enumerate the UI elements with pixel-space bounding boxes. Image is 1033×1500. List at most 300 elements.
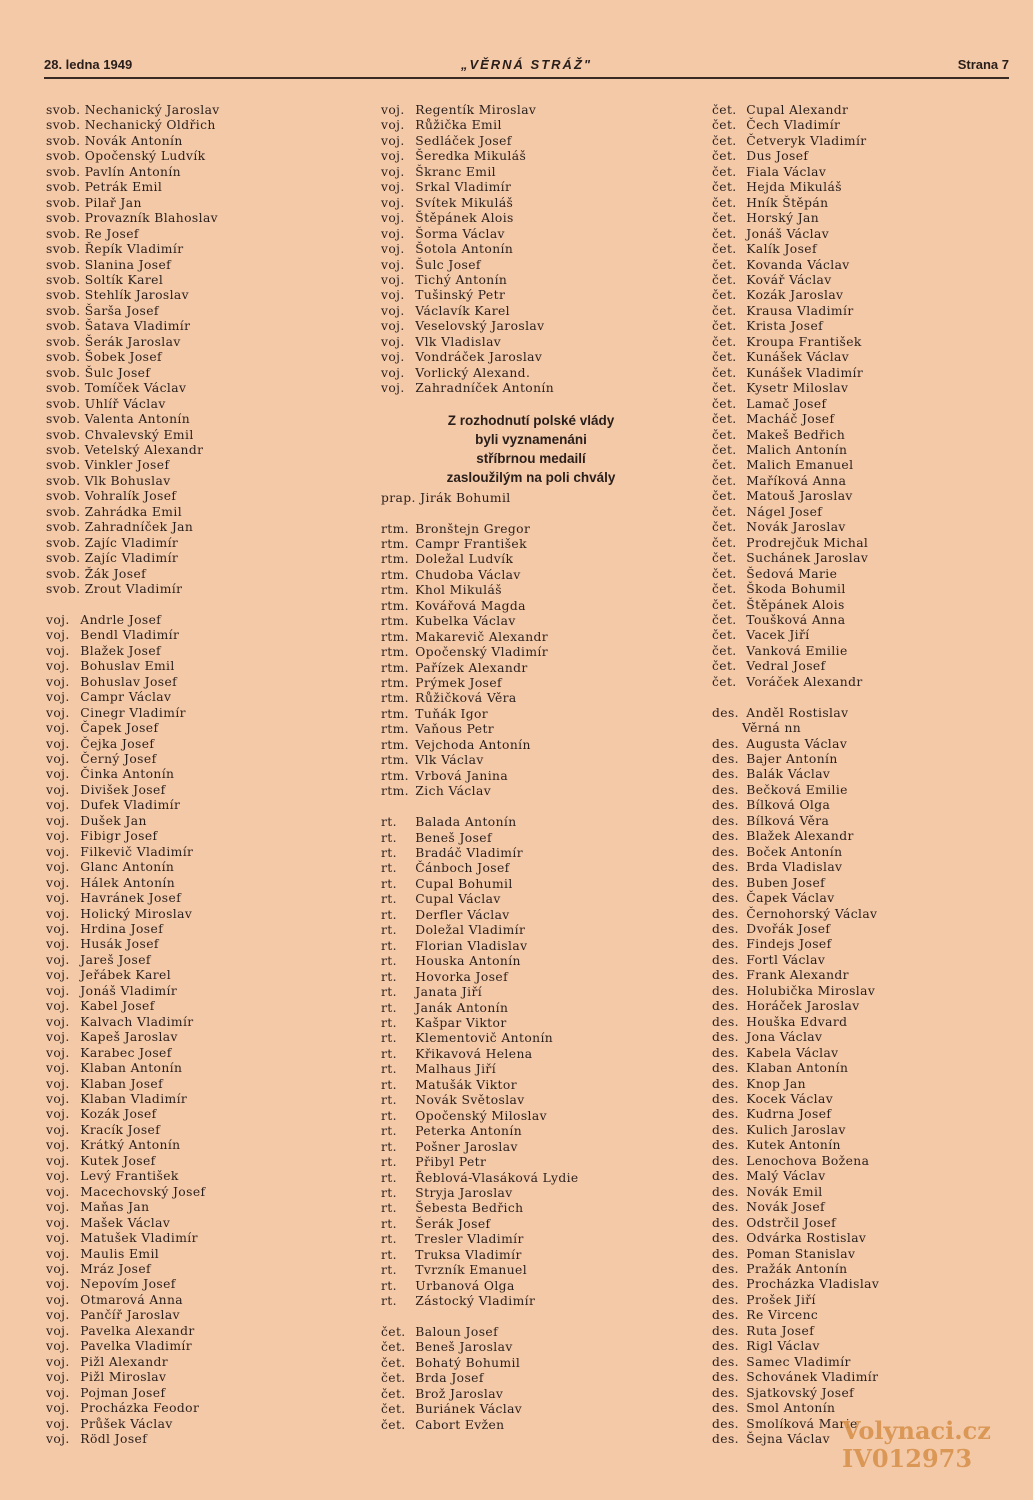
rank: svob. [46, 288, 81, 303]
rank: des. [712, 1153, 739, 1168]
rank: voj. [46, 1045, 70, 1060]
person-name: Pižl Alexandr [76, 1354, 169, 1369]
rank: des. [712, 1292, 739, 1307]
person-name: Kracík Josef [76, 1122, 161, 1137]
rank: voj. [46, 1138, 70, 1153]
person-name: Campr František [411, 536, 527, 551]
list-item [381, 242, 696, 257]
rank: rt. [381, 1170, 397, 1185]
person-name: Matušák Viktor [411, 1077, 517, 1092]
rank: voj. [46, 1184, 70, 1199]
person-name: Tresler Vladimír [411, 1232, 524, 1247]
rank: rt. [381, 907, 397, 922]
list-item [712, 1277, 1012, 1292]
list-item [46, 520, 366, 535]
person-name: Slanina Josef [80, 257, 172, 272]
person-name: Štěpánek Alois [742, 597, 845, 612]
person-name: Smol Antonín [742, 1401, 836, 1416]
person-name: Vinkler Josef [80, 458, 170, 473]
list-item [712, 196, 1012, 211]
rank: rtm. [381, 768, 409, 783]
list-item [46, 937, 366, 952]
person-name: Pavelka Alexandr [76, 1323, 195, 1338]
rank: čet. [381, 1417, 406, 1432]
rank: des. [712, 937, 739, 952]
rank: rt. [381, 1185, 397, 1200]
list-item [381, 1140, 696, 1155]
person-name: Šarša Josef [80, 303, 159, 318]
rank: čet. [712, 164, 737, 179]
rank: svob. [46, 257, 81, 272]
list-item [712, 1169, 1012, 1184]
person-name: Soltík Karel [80, 272, 164, 287]
person-name: Augusta Václav [742, 736, 848, 751]
rank: voj. [46, 643, 70, 658]
list-item [381, 846, 696, 861]
list-item [46, 798, 366, 813]
list-item [381, 537, 696, 552]
list-item [712, 814, 1012, 829]
rank: voj. [46, 1431, 70, 1446]
rank: svob. [46, 427, 81, 442]
list-item [46, 118, 366, 133]
person-name: Hovorka Josef [411, 969, 509, 984]
person-name: Otmarová Anna [76, 1292, 184, 1307]
list-item [46, 103, 366, 118]
list-item [46, 258, 366, 273]
rank: čet. [712, 257, 737, 272]
rank: svob. [46, 195, 81, 210]
list-item [381, 335, 696, 350]
rank: svob. [46, 319, 81, 334]
person-name: Škranc Emil [411, 164, 497, 179]
person-name: Bendl Vladimír [76, 628, 180, 643]
person-name: Makarevič Alexandr [411, 629, 549, 644]
rank: rtm. [381, 660, 409, 675]
rank: voj. [46, 906, 70, 921]
person-name: Truksa Vladimír [411, 1247, 522, 1262]
list-item [381, 1387, 696, 1402]
person-name: Poman Stanislav [742, 1246, 856, 1261]
list-item [712, 428, 1012, 443]
person-name: Šerák Josef [411, 1216, 491, 1231]
person-name: Houška Edvard [742, 1014, 848, 1029]
list-gap [46, 598, 366, 613]
person-name: Tomíček Václav [80, 381, 187, 396]
list-item [712, 319, 1012, 334]
rank: rt. [381, 1201, 397, 1216]
rank: voj. [46, 999, 70, 1014]
rank: des. [712, 1323, 739, 1338]
rank: čet. [712, 242, 737, 257]
list-item [712, 474, 1012, 489]
list-item [381, 1186, 696, 1201]
list-item [712, 412, 1012, 427]
list-item [381, 1217, 696, 1232]
rank: svob. [46, 118, 81, 133]
rank: rt. [381, 1093, 397, 1108]
rank: rtm. [381, 583, 409, 598]
person-name: Malich Emanuel [742, 458, 854, 473]
list-item [712, 752, 1012, 767]
person-name: Jareš Josef [76, 952, 151, 967]
list-item [46, 984, 366, 999]
list-item [712, 489, 1012, 504]
list-item [46, 319, 366, 334]
rank: voj. [46, 844, 70, 859]
list-item [381, 1279, 696, 1294]
person-name: Šebesta Bedřich [411, 1201, 524, 1216]
person-name: Dvořák Josef [742, 922, 831, 936]
person-name: Kutek Antonín [742, 1138, 841, 1153]
list-item [712, 304, 1012, 319]
rank: čet. [712, 427, 737, 442]
person-name: Hník Štěpán [742, 195, 829, 210]
person-name: Blažek Josef [76, 643, 161, 658]
rank: voj. [381, 303, 405, 318]
rank: des. [712, 999, 739, 1014]
list-item [712, 737, 1012, 752]
person-name: Bajer Antonín [742, 752, 838, 767]
list-item [381, 861, 696, 876]
person-name: Maulis Emil [76, 1246, 160, 1261]
rank: rt. [381, 830, 397, 845]
person-name: Zrout Vladimír [80, 582, 183, 597]
person-name: Klaban Vladimír [76, 1091, 188, 1106]
person-name: Cabort Evžen [411, 1417, 505, 1432]
rank: rt. [381, 1232, 397, 1247]
list-item [46, 1169, 366, 1184]
list-item [712, 999, 1012, 1014]
list-item [712, 242, 1012, 257]
person-name: Šotola Antonín [411, 242, 514, 257]
column-2-top-list [381, 103, 696, 397]
person-name: Klaban Josef [76, 1076, 164, 1091]
list-item [712, 288, 1012, 303]
person-name: Holubička Miroslav [742, 983, 876, 998]
person-name: Krátký Antonín [76, 1138, 181, 1153]
list-item [381, 258, 696, 273]
rank: čet. [712, 319, 737, 334]
list-item [46, 1432, 366, 1447]
notice-line-1: Z rozhodnutí polské vlády [447, 412, 615, 428]
person-name: Macháč Josef [742, 412, 835, 427]
person-name: Šobek Josef [80, 350, 162, 365]
person-name: Kalík Josef [742, 242, 817, 257]
list-item [712, 1015, 1012, 1030]
person-name: Smolíková Marie [742, 1416, 858, 1431]
rank: čet. [712, 195, 737, 210]
person-name: Cupal Bohumil [411, 876, 513, 891]
person-name: Kutek Josef [76, 1153, 156, 1168]
list-item [381, 970, 696, 985]
list-item [381, 1016, 696, 1031]
person-name: Nepovím Josef [76, 1277, 176, 1292]
list-item [381, 784, 696, 799]
list-item [381, 769, 696, 784]
person-name: Zajíc Vladimír [80, 535, 179, 550]
person-name: Pražák Antonín [742, 1261, 848, 1276]
person-name: Průšek Václav [76, 1416, 173, 1431]
person-name: Matouš Jaroslav [742, 489, 853, 504]
rank: rt. [381, 1294, 397, 1309]
person-name: Anděl Rostislav [742, 705, 849, 720]
rank: voj. [381, 257, 405, 272]
list-item [46, 1107, 366, 1122]
list-item [712, 536, 1012, 551]
rank: voj. [46, 690, 70, 705]
list-item [712, 1401, 1012, 1416]
person-name: Četveryk Vladimír [742, 133, 867, 148]
rank: svob. [46, 133, 81, 148]
person-name: Chudoba Václav [411, 567, 521, 582]
person-name: Maňas Jan [76, 1200, 150, 1215]
list-item [712, 907, 1012, 922]
list-item [381, 1155, 696, 1170]
person-name: Kabel Josef [76, 999, 155, 1014]
person-name: Klementovič Antonín [411, 1031, 554, 1046]
list-item [381, 707, 696, 722]
rank: rtm. [381, 536, 409, 551]
list-item [712, 567, 1012, 582]
person-name: Prošek Jiří [742, 1292, 816, 1307]
rank: čet. [712, 628, 737, 643]
list-item [381, 227, 696, 242]
list-item [381, 180, 696, 195]
rank: rt. [381, 1000, 397, 1015]
person-name: Voráček Alexandr [742, 674, 863, 689]
rank: voj. [381, 226, 405, 241]
rank: des. [712, 1401, 739, 1416]
person-name: Valenta Antonín [80, 412, 191, 427]
rank: rt. [381, 969, 397, 984]
rank: voj. [381, 242, 405, 257]
person-name: Šulc Josef [411, 257, 481, 272]
person-name: Boček Antonín [742, 844, 843, 859]
person-name: Cinegr Vladimír [76, 705, 186, 720]
rank: svob. [46, 149, 81, 164]
rank: rt. [381, 1062, 397, 1077]
list-item [46, 335, 366, 350]
rank: rt. [381, 1046, 397, 1061]
rank: čet. [712, 643, 737, 658]
list-item [46, 242, 366, 257]
list-item [712, 1247, 1012, 1262]
person-name: Šatava Vladimír [80, 319, 191, 334]
list-item [381, 892, 696, 907]
rank: voj. [46, 813, 70, 828]
rank: rt. [381, 861, 397, 876]
list-item [46, 922, 366, 937]
list-item [381, 1294, 696, 1309]
list-item [46, 412, 366, 427]
person-name: Vetelský Alexandr [80, 442, 204, 457]
rank: voj. [46, 1277, 70, 1292]
person-name: Brda Vladislav [742, 860, 843, 875]
list-item [712, 767, 1012, 782]
rank: rt. [381, 985, 397, 1000]
person-name: Pavelka Vladimír [76, 1339, 193, 1354]
person-name: Krista Josef [742, 319, 824, 334]
person-name: Kunášek Vladimír [742, 365, 864, 380]
rank: des. [712, 1370, 739, 1385]
person-name: Malý Václav [742, 1169, 826, 1184]
rank: voj. [46, 860, 70, 875]
person-name: Žák Josef [80, 566, 147, 581]
person-name: Tušinský Petr [411, 288, 506, 303]
rank: voj. [46, 922, 70, 936]
list-item [46, 273, 366, 288]
person-name: Novák Emil [742, 1184, 823, 1199]
list-item [46, 706, 366, 721]
rank: svob. [46, 381, 81, 396]
list-item [381, 1371, 696, 1386]
person-name: Dufek Vladimír [76, 798, 181, 813]
person-name: Houska Antonín [411, 954, 521, 969]
list-item [712, 783, 1012, 798]
person-name: Zajíc Vladimír [80, 551, 179, 566]
list-item [46, 1061, 366, 1076]
person-name: Jona Václav [742, 1030, 823, 1045]
rank: des. [712, 1014, 739, 1029]
person-name: Fortl Václav [742, 952, 826, 967]
rank: des. [712, 1200, 739, 1215]
rank: voj. [381, 365, 405, 380]
list-item [712, 258, 1012, 273]
list-item [46, 968, 366, 983]
person-name: Čánboch Josef [411, 861, 510, 876]
list-item [712, 520, 1012, 535]
rank: des. [712, 906, 739, 921]
person-name: Kroupa František [742, 334, 862, 349]
list-item [381, 288, 696, 303]
rank: čet. [712, 211, 737, 226]
person-name: Černohorský Václav [742, 906, 878, 921]
list-item [46, 1154, 366, 1169]
person-name: Kalvach Vladimír [76, 1014, 194, 1029]
person-name: Schovánek Vladimír [742, 1370, 879, 1385]
list-item [712, 1092, 1012, 1107]
list-item [46, 196, 366, 211]
person-name: Odstrčil Josef [742, 1215, 837, 1230]
issue-date: 28. ledna 1949 [44, 57, 133, 72]
list-item [712, 1324, 1012, 1339]
rank: voj. [46, 952, 70, 967]
list-item [712, 149, 1012, 164]
rank: voj. [381, 334, 405, 349]
list-item [712, 953, 1012, 968]
list-item [381, 1340, 696, 1355]
person-name: Čejka Josef [76, 736, 155, 751]
rank: čet. [381, 1402, 406, 1417]
person-name: Beneš Josef [411, 830, 492, 845]
rank: voj. [46, 1354, 70, 1369]
rank: voj. [46, 1401, 70, 1416]
list-item [46, 211, 366, 226]
person-name: Čech Vladimír [742, 118, 841, 133]
rank: rt. [381, 1124, 397, 1139]
person-name: Veselovský Jaroslav [411, 319, 545, 334]
person-name: Vlk Václav [411, 753, 484, 768]
list-item [46, 1046, 366, 1061]
rank: voj. [381, 211, 405, 226]
rank: čet. [712, 288, 737, 303]
rank: voj. [46, 1292, 70, 1307]
rank: čet. [712, 334, 737, 349]
rank: voj. [46, 1370, 70, 1385]
list-item [46, 783, 366, 798]
rank: rtm. [381, 753, 409, 768]
rank: des. [712, 968, 739, 983]
rank: des. [712, 860, 739, 875]
person-name: Zich Václav [411, 784, 492, 799]
list-item [712, 582, 1012, 597]
person-name: Zástocký Vladimír [411, 1294, 536, 1309]
column-2-bottom-list [381, 491, 696, 1434]
name-column-3 [712, 103, 1012, 1447]
rank: des. [712, 1277, 739, 1292]
list-item [46, 999, 366, 1014]
rank: des. [712, 1308, 739, 1323]
rank: voj. [46, 752, 70, 767]
rank: čet. [712, 180, 737, 195]
list-item [381, 522, 696, 537]
rank: čet. [712, 365, 737, 380]
list-item [381, 1171, 696, 1186]
rank: voj. [46, 1122, 70, 1137]
rank: voj. [46, 1200, 70, 1215]
person-name: Horáček Jaroslav [742, 999, 860, 1014]
person-name: Pilař Jan [80, 195, 142, 210]
rank: voj. [46, 659, 70, 674]
rank: svob. [46, 473, 81, 488]
rank: rt. [381, 1077, 397, 1092]
person-name: Vejchoda Antonín [411, 737, 531, 752]
rank: des. [712, 1385, 739, 1400]
person-name: Opočenský Miloslav [411, 1108, 547, 1123]
rank: voj. [46, 721, 70, 736]
person-name: Přibyl Petr [411, 1155, 487, 1170]
rank: čet. [712, 381, 737, 396]
person-name: Toušková Anna [742, 612, 846, 627]
person-name: Hejda Mikuláš [742, 180, 842, 195]
person-name: Urbanová Olga [411, 1278, 515, 1293]
rank: voj. [381, 164, 405, 179]
rank: des. [712, 1416, 739, 1431]
list-item [46, 1138, 366, 1153]
rank: voj. [46, 1339, 70, 1354]
list-item [712, 891, 1012, 906]
rank: voj. [46, 968, 70, 983]
rank: voj. [46, 1231, 70, 1246]
list-item [46, 304, 366, 319]
person-name: Husák Josef [76, 937, 159, 952]
person-name: Bílková Věra [742, 813, 830, 828]
list-item [381, 599, 696, 614]
rank: voj. [46, 767, 70, 782]
list-item [712, 118, 1012, 133]
list-item [712, 103, 1012, 118]
person-name: Čapek Josef [76, 721, 159, 736]
rank: des. [712, 752, 739, 767]
list-gap [381, 1310, 696, 1325]
person-name: Vorlický Alexand. [411, 365, 531, 380]
rank: voj. [381, 195, 405, 210]
rank: des. [712, 1076, 739, 1091]
rank: des. [712, 798, 739, 813]
rank: rtm. [381, 676, 409, 691]
person-name: Knop Jan [742, 1076, 806, 1091]
